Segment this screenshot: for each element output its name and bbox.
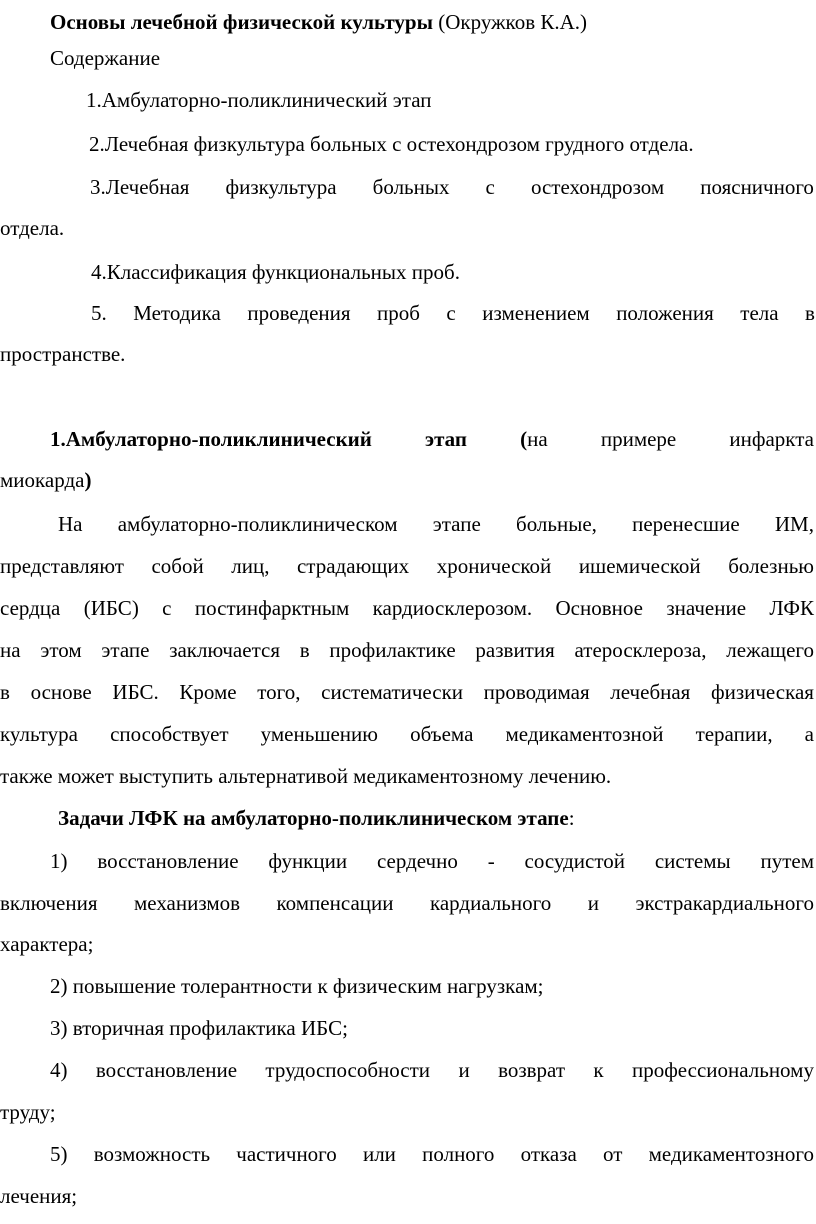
word: лечебная	[610, 680, 691, 704]
word: тела	[740, 301, 779, 325]
paragraph-line	[0, 634, 814, 666]
word: того,	[257, 680, 301, 704]
word: проводимая	[483, 680, 590, 704]
word: сердца	[0, 596, 61, 620]
task-2: 2) повышение толерантности к физическим нагрузкам;	[50, 974, 544, 998]
word: проб	[377, 301, 420, 325]
word: терапии,	[695, 722, 773, 746]
toc-heading: Содержание	[50, 46, 161, 70]
word: собой	[151, 554, 204, 578]
toc-item-4: 4.Классификация функциональных проб.	[91, 260, 460, 284]
toc-item-3	[90, 171, 814, 203]
heading-bold-word: 1.Амбулаторно-поликлинический	[50, 427, 372, 451]
toc-item-5	[91, 297, 815, 329]
document-title	[50, 6, 587, 38]
word: развития	[475, 638, 555, 662]
word: проведения	[247, 301, 351, 325]
word: больные,	[516, 512, 597, 536]
word: частичного	[236, 1142, 337, 1166]
word: в	[0, 680, 10, 704]
section-1-heading-cont-text: миокарда	[0, 468, 85, 492]
word: 4)	[50, 1058, 68, 1082]
word: восстановление	[95, 1058, 238, 1082]
word: медикаментозного	[648, 1142, 814, 1166]
task-1-cont: характера;	[0, 932, 94, 956]
word: профилактике	[329, 638, 456, 662]
word: путем	[760, 849, 814, 873]
task-1-line	[50, 845, 814, 877]
word: в	[299, 638, 310, 662]
word: трудоспособности	[265, 1058, 431, 1082]
task-1-line	[0, 887, 814, 919]
word: с	[485, 175, 495, 199]
word: а	[804, 722, 814, 746]
paragraph-line	[0, 592, 814, 624]
word: кардиального	[429, 891, 552, 915]
tasks-heading-colon: :	[568, 806, 575, 830]
word: возврат	[498, 1058, 565, 1082]
word: заключается	[169, 638, 280, 662]
word: Методика	[133, 301, 221, 325]
word: болезнью	[728, 554, 814, 578]
paragraph-line	[0, 550, 814, 582]
word: ишемической	[578, 554, 701, 578]
word: на	[0, 638, 21, 662]
word: значение	[666, 596, 747, 620]
word: лежащего	[726, 638, 814, 662]
task-5-line	[50, 1138, 814, 1170]
word: ИМ,	[774, 512, 814, 536]
word: Кроме	[179, 680, 237, 704]
word: этапе	[432, 512, 481, 536]
word: системы	[654, 849, 731, 873]
section-1-heading-close: )	[84, 468, 92, 492]
word: способствует	[110, 722, 229, 746]
title-bold: Основы лечебной физической культуры	[50, 10, 433, 34]
word: На	[58, 512, 83, 536]
word: и	[587, 891, 599, 915]
paragraph-line	[0, 676, 814, 708]
word: физкультура	[225, 175, 337, 199]
task-4-cont: труду;	[0, 1100, 56, 1124]
word: отказа	[520, 1142, 577, 1166]
word: -	[487, 849, 495, 873]
word: перенесшие	[632, 512, 740, 536]
word: сердечно	[376, 849, 458, 873]
word: функции	[268, 849, 348, 873]
word: с	[446, 301, 456, 325]
word: больных	[372, 175, 450, 199]
word: ЛФК	[769, 596, 814, 620]
word: и	[458, 1058, 470, 1082]
title-author: (Окружков К.А.)	[438, 10, 588, 34]
heading-word: примере	[600, 427, 677, 451]
word: физическая	[710, 680, 814, 704]
heading-open-paren: (	[520, 427, 528, 451]
word: изменением	[482, 301, 590, 325]
word: кардиосклерозом.	[372, 596, 533, 620]
word: (ИБС)	[83, 596, 139, 620]
tasks-heading	[58, 802, 575, 834]
task-5-cont: лечения;	[0, 1184, 78, 1208]
section-1-heading-cont	[0, 464, 91, 496]
word: Основное	[555, 596, 643, 620]
task-3: 3) вторичная профилактика ИБС;	[50, 1016, 348, 1040]
toc-item-2: 2.Лечебная физкультура больных с остехондрозом грудного отдела.	[89, 132, 694, 156]
word: компенсации	[276, 891, 394, 915]
word: с	[162, 596, 172, 620]
word: механизмов	[134, 891, 241, 915]
word: 3.Лечебная	[90, 175, 190, 199]
word: восстановление	[97, 849, 239, 873]
word: 1)	[50, 849, 68, 873]
word: уменьшению	[260, 722, 378, 746]
word: включения	[0, 891, 98, 915]
word: страдающих	[296, 554, 410, 578]
paragraph-last-line: также может выступить альтернативой медикаментозному лечению.	[0, 764, 612, 788]
heading-word	[520, 423, 548, 455]
word: лиц,	[231, 554, 270, 578]
word: представляют	[0, 554, 124, 578]
word: хронической	[436, 554, 552, 578]
word: основе	[30, 680, 92, 704]
word: экстракардиального	[635, 891, 814, 915]
tasks-heading-bold: Задачи ЛФК на амбулаторно-поликлиническом этапе	[58, 806, 569, 830]
word: амбулаторно-поликлиническом	[117, 512, 398, 536]
paragraph-line	[58, 508, 814, 540]
toc-item-3-cont: отдела.	[0, 216, 65, 240]
paragraph-line	[0, 718, 814, 750]
word: или	[362, 1142, 396, 1166]
word: 5.	[91, 301, 107, 325]
word: объема	[410, 722, 474, 746]
toc-item-1: 1.Амбулаторно-поликлинический этап	[86, 88, 432, 112]
word: полного	[422, 1142, 495, 1166]
word: поясничного	[700, 175, 814, 199]
heading-bold-word: этап	[425, 427, 467, 451]
word: атеросклероза,	[574, 638, 707, 662]
word: положения	[616, 301, 714, 325]
word: этом	[40, 638, 82, 662]
toc-item-5-cont: пространстве.	[0, 342, 126, 366]
word: систематически	[321, 680, 464, 704]
word: остехондрозом	[530, 175, 665, 199]
word: этапе	[101, 638, 150, 662]
heading-word-text: на	[527, 427, 548, 451]
heading-word: инфаркта	[729, 427, 814, 451]
word: ИБС.	[112, 680, 159, 704]
word: в	[805, 301, 815, 325]
word: культура	[0, 722, 78, 746]
word: от	[603, 1142, 623, 1166]
word: 5)	[50, 1142, 68, 1166]
word: возможность	[93, 1142, 211, 1166]
section-1-heading	[50, 423, 814, 455]
word: постинфарктным	[194, 596, 350, 620]
word: профессиональному	[631, 1058, 814, 1082]
word: медикаментозной	[505, 722, 664, 746]
word: сосудистой	[524, 849, 625, 873]
task-4-line	[50, 1054, 814, 1086]
word: к	[593, 1058, 604, 1082]
